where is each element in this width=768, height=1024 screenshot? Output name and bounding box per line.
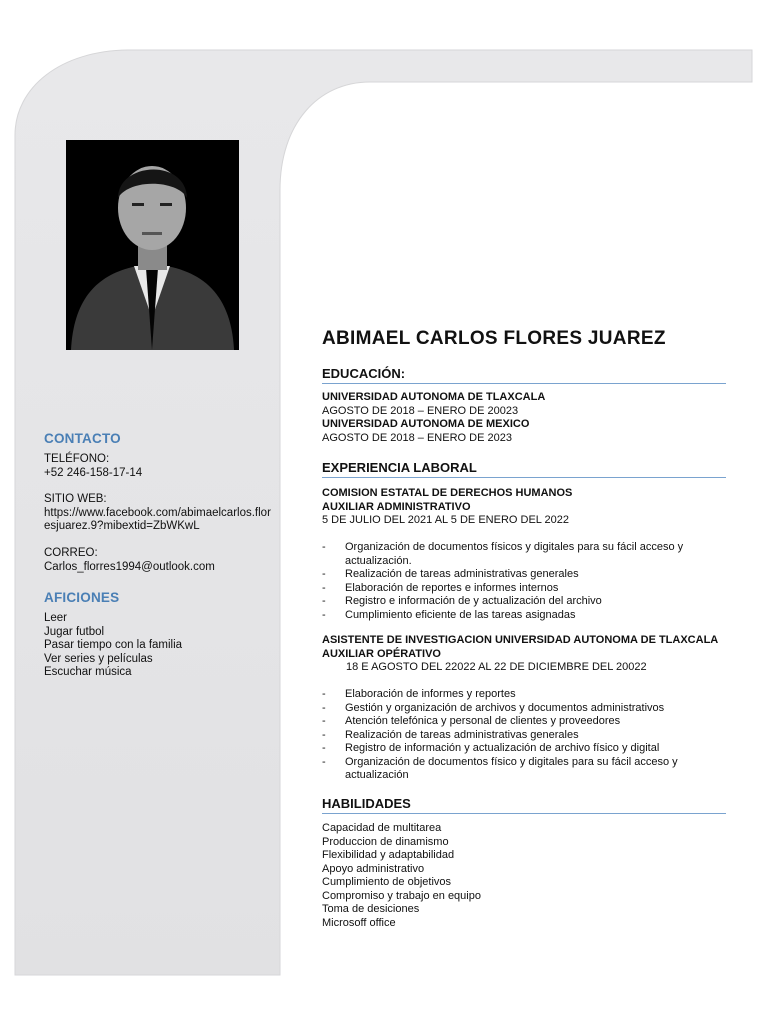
- hobbies-heading: AFICIONES: [44, 590, 120, 605]
- full-name: ABIMAEL CARLOS FLORES JUAREZ: [322, 328, 666, 349]
- skill-item: Capacidad de multitarea: [322, 822, 442, 834]
- email-value[interactable]: Carlos_florres1994@outlook.com: [44, 560, 215, 573]
- web-label: SITIO WEB:: [44, 493, 107, 505]
- hobbies-list: [44, 612, 276, 680]
- task-list: [322, 541, 726, 622]
- task-item: - Realización de tareas administrativas generales: [322, 568, 579, 580]
- job-org: ASISTENTE DE INVESTIGACION UNIVERSIDAD AUTONOMA DE TLAXCALA: [322, 634, 719, 646]
- skills-list: [322, 822, 726, 930]
- task-item: - Atención telefónica y personal de clientes y proveedores: [322, 715, 621, 727]
- hobby-item: Pasar tiempo con la familia: [44, 639, 183, 651]
- email-section: [44, 547, 276, 574]
- school-dates: AGOSTO DE 2018 – ENERO DE 20023: [322, 404, 519, 417]
- task-item: - Organización de documentos físico y digitales para su fácil acceso y actualización: [322, 755, 678, 781]
- job-1: [322, 487, 726, 622]
- hobby-item: Jugar futbol: [44, 625, 105, 638]
- school-name: UNIVERSIDAD AUTONOMA DE TLAXCALA: [322, 391, 546, 403]
- job-role: AUXILIAR OPÉRATIVO: [322, 647, 441, 660]
- hobby-item: Escuchar música: [44, 666, 132, 678]
- job-2: [322, 634, 726, 783]
- phone-value: +52 246-158-17-14: [44, 466, 143, 479]
- skill-item: Cumplimiento de objetivos: [322, 876, 452, 888]
- phone-section: [44, 453, 276, 480]
- school-dates: AGOSTO DE 2018 – ENERO DE 2023: [322, 431, 512, 444]
- task-list: [322, 688, 726, 783]
- task-item: - Cumplimiento eficiente de las tareas asignadas: [322, 608, 576, 621]
- email-label: CORREO:: [44, 547, 98, 559]
- skills-heading: HABILIDADES: [322, 796, 726, 814]
- skill-item: Compromiso y trabajo en equipo: [322, 889, 481, 902]
- profile-photo: [66, 140, 239, 350]
- skill-item: Microsoff office: [322, 916, 396, 929]
- skill-item: Produccion de dinamismo: [322, 835, 449, 848]
- skill-item: Flexibilidad y adaptabilidad: [322, 849, 455, 861]
- school-name: UNIVERSIDAD AUTONOMA DE MEXICO: [322, 418, 530, 430]
- skill-item: Toma de desiciones: [322, 903, 420, 915]
- skill-item: Apoyo administrativo: [322, 862, 425, 875]
- job-dates: 5 DE JULIO DEL 2021 AL 5 DE ENERO DEL 2022: [322, 514, 570, 526]
- task-item: - Registro e información de y actualización del archivo: [322, 595, 602, 607]
- hobby-item: Leer: [44, 612, 68, 624]
- job-role: AUXILIAR ADMINISTRATIVO: [322, 500, 471, 513]
- job-org: COMISION ESTATAL DE DERECHOS HUMANOS: [322, 487, 573, 499]
- education-list: [322, 391, 726, 445]
- task-item: - Gestión y organización de archivos y documentos administrativos: [322, 701, 665, 714]
- task-item: - Registro de información y actualización de archivo físico y digital: [322, 742, 660, 754]
- task-item: - Realización de tareas administrativas generales: [322, 728, 579, 741]
- contact-heading: CONTACTO: [44, 431, 121, 446]
- web-section: [44, 493, 276, 534]
- phone-label: TELÉFONO:: [44, 453, 110, 465]
- web-link[interactable]: https://www.facebook.com/abimaelcarlos.floresjuarez.9?mibextid=ZbWKwL: [44, 506, 271, 532]
- task-item: - Organización de documentos físicos y digitales para su fácil acceso y actualización.: [322, 541, 684, 567]
- education-heading: EDUCACIÓN:: [322, 366, 726, 384]
- task-item: - Elaboración de reportes e informes internos: [322, 581, 559, 594]
- task-item: - Elaboración de informes y reportes: [322, 688, 516, 700]
- hobby-item: Ver series y películas: [44, 652, 153, 665]
- experience-heading: EXPERIENCIA LABORAL: [322, 460, 726, 478]
- job-dates: 18 E AGOSTO DEL 22022 AL 22 DE DICIEMBRE DEL 20022: [346, 661, 647, 673]
